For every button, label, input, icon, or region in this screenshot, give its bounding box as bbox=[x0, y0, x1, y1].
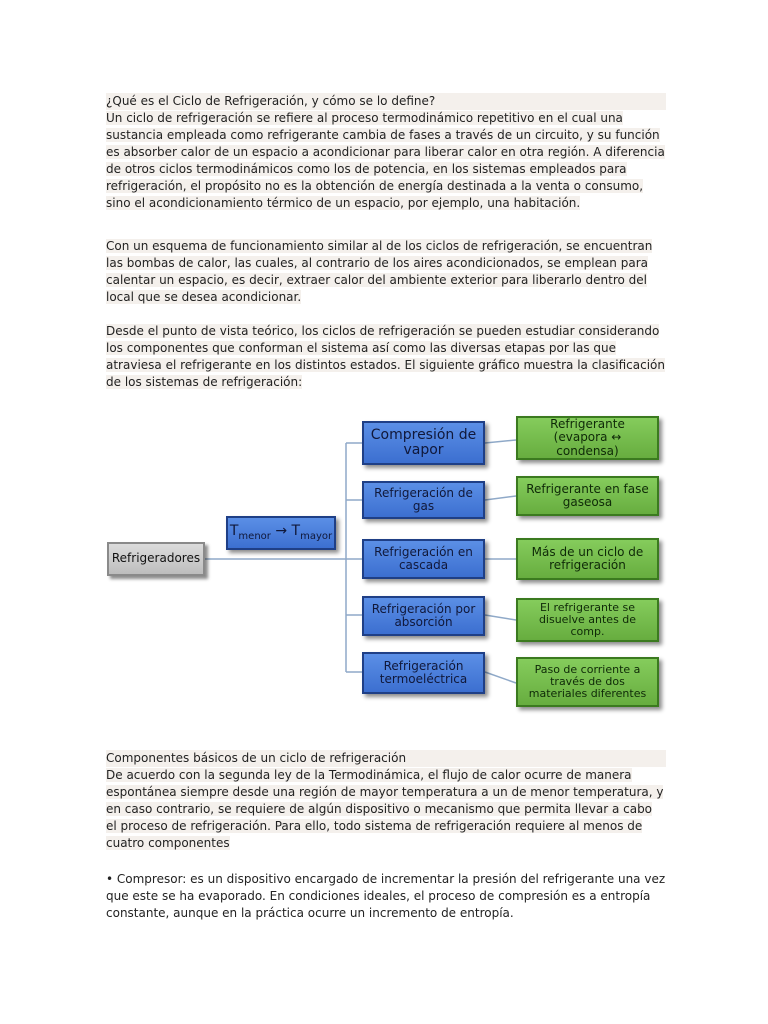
type-box-refrigeracion-termoelectrica: Refrigeración termoeléctrica bbox=[362, 652, 485, 694]
theory-paragraph bbox=[106, 323, 666, 391]
compressor-paragraph bbox=[106, 871, 666, 922]
components-body: De acuerdo con la segunda ley de la Termodinámica, el flujo de calor ocurre de manera espontánea siempre desde una región de mayor temperatura a un de menor temperatura, y en caso contrario, se requiere de algún dispositivo o mecanismo que permita llevar a cabo el proceso de refrigeración. Para ello, todo sistema de refrigeración requiere al menos de cuatro componentes bbox=[106, 768, 664, 850]
intro-body: Un ciclo de refrigeración se refiere al proceso termodinámico repetitivo en el cual una sustancia empleada como refrigerante cambia de fases a través de un circuito, y su función es absorber calor de un espacio a acondicionar para liberar calor en otra región. A diferencia de otros ciclos termodinámicos como los de potencia, en los sistemas empleados para refrigeración, el propósito no es la obtención de energía destinada a la venta o consumo, sino el acondicionamiento térmico de un espacio, por ejemplo, una habitación. bbox=[106, 111, 665, 210]
components-heading: Componentes básicos de un ciclo de refrigeración bbox=[106, 750, 666, 767]
type-box-refrigeracion-gas: Refrigeración de gas bbox=[362, 481, 485, 519]
desc-box-paso-de-corriente: Paso de corriente a través de dos materiales diferentes bbox=[516, 657, 659, 707]
connector-desc-4 bbox=[485, 615, 516, 620]
temperature-label: $T_{menor} \to T_{mayor}$ bbox=[229, 523, 333, 542]
type-box-compresion-vapor: Compresión de vapor bbox=[362, 421, 485, 465]
desc-box-evapora-condensa: Refrigerante (evapora ↔ condensa) bbox=[516, 416, 659, 460]
intro-paragraph bbox=[106, 93, 666, 212]
heat-pump-paragraph bbox=[106, 238, 666, 306]
components-paragraph bbox=[106, 750, 666, 852]
type-box-refrigeracion-cascada: Refrigeración en cascada bbox=[362, 539, 485, 579]
temperature-box bbox=[226, 516, 336, 550]
heat-pump-text: Con un esquema de funcionamiento similar al de los ciclos de refrigeración, se encuentran las bombas de calor, las cuales, al contrario de los aires acondicionados, se emplean para calentar un espacio, es decir, extraer calor del ambiente exterior para liberarlo dentro del local que se desea acondicionar. bbox=[106, 239, 653, 304]
intro-heading: ¿Qué es el Ciclo de Refrigeración, y cómo se lo define? bbox=[106, 93, 666, 110]
desc-box-se-disuelve: El refrigerante se disuelve antes de comp. bbox=[516, 598, 659, 642]
connector-desc-2 bbox=[485, 496, 516, 500]
type-box-refrigeracion-absorcion: Refrigeración por absorción bbox=[362, 596, 485, 636]
connector-desc-1 bbox=[485, 440, 516, 443]
desc-box-fase-gaseosa: Refrigerante en fase gaseosa bbox=[516, 476, 659, 516]
connector-desc-5 bbox=[485, 672, 516, 683]
compressor-text: • Compresor: es un dispositivo encargado de incrementar la presión del refrigerante una vez que este se ha evaporado. En condiciones ideales, el proceso de compresión es a entropía constante, aunque en la práctica ocurre un incremento de entropía. bbox=[106, 872, 666, 920]
desc-box-mas-de-un-ciclo: Más de un ciclo de refrigeración bbox=[516, 538, 659, 580]
root-box-refrigeradores: Refrigeradores bbox=[107, 542, 205, 576]
theory-text: Desde el punto de vista teórico, los ciclos de refrigeración se pueden estudiar considerando los componentes que conforman el sistema así como las diversas etapas por las que atraviesa el refrigerante en los distintos estados. El siguiente gráfico muestra la clasificación de los sistemas de refrigeración: bbox=[106, 324, 665, 389]
